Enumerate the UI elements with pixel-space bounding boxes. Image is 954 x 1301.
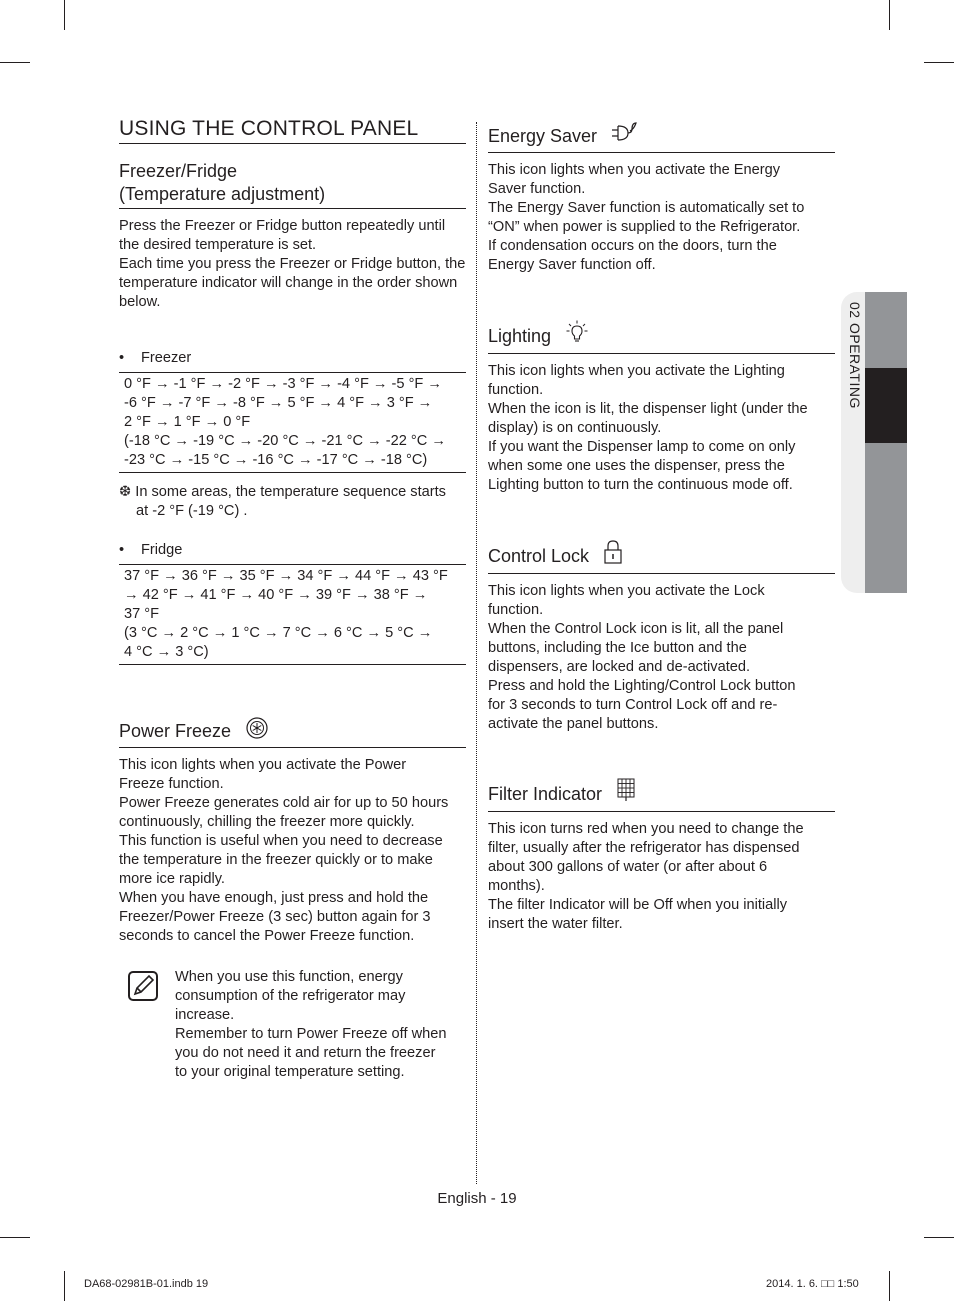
freezer-label: Freezer bbox=[141, 350, 192, 366]
temp-paragraph-1: Press the Freezer or Fridge button repeatedly until the desired temperature is set. bbox=[119, 218, 446, 253]
text-line: the temperature in the freezer quickly or to make bbox=[119, 852, 433, 868]
control-lock-title: Control Lock bbox=[488, 545, 590, 566]
freezer-bullet bbox=[119, 349, 466, 368]
freezer-note-line1: ❆ In some areas, the temperature sequence starts bbox=[119, 484, 446, 500]
text-line: about 300 gallons of water (or after about 6 bbox=[488, 859, 768, 875]
note-pencil-icon bbox=[127, 970, 159, 1007]
lightbulb-icon bbox=[566, 320, 588, 349]
crop-mark bbox=[924, 1237, 954, 1238]
freezer-seq-line: (-18 °C → -19 °C → -20 °C → -21 °C → -22 °C → bbox=[124, 433, 446, 449]
fridge-seq-line: 37 °F → 36 °F → 35 °F → 34 °F → 44 °F → 43 °F bbox=[124, 568, 448, 584]
freezer-sequence bbox=[119, 372, 466, 473]
text-line: seconds to cancel the Power Freeze function. bbox=[119, 928, 415, 944]
text-line: function. bbox=[488, 382, 544, 398]
text-line: when some one uses the dispenser, press the bbox=[488, 458, 785, 474]
text-line: When you have enough, just press and hold the bbox=[119, 890, 429, 906]
bullet-dot: • bbox=[119, 350, 125, 366]
text-line: The filter Indicator will be Off when you initially bbox=[488, 897, 788, 913]
text-line: This icon lights when you activate the Lock bbox=[488, 583, 765, 599]
note-text bbox=[119, 968, 466, 1082]
freezer-seq-line: 0 °F → -1 °F → -2 °F → -3 °F → -4 °F → -5 °F → bbox=[124, 376, 442, 392]
text-line: function. bbox=[488, 602, 544, 618]
text-line: consumption of the refrigerator may bbox=[175, 988, 406, 1004]
crop-mark bbox=[0, 62, 30, 63]
lighting-heading bbox=[488, 323, 835, 354]
fridge-sequence bbox=[119, 564, 466, 665]
text-line: When you use this function, energy bbox=[175, 969, 403, 985]
control-lock-body bbox=[488, 582, 835, 734]
bullet-dot: • bbox=[119, 542, 125, 558]
crop-mark bbox=[64, 0, 65, 30]
text-line: filter, usually after the refrigerator has dispensed bbox=[488, 840, 800, 856]
column-divider bbox=[476, 122, 477, 1184]
text-line: more ice rapidly. bbox=[119, 871, 225, 887]
power-freeze-heading bbox=[119, 719, 466, 748]
crop-mark bbox=[889, 0, 890, 30]
text-line: Freeze function. bbox=[119, 776, 224, 792]
text-line: When the Control Lock icon is lit, all the panel bbox=[488, 621, 784, 637]
crop-mark bbox=[924, 62, 954, 63]
freezer-seq-line: 2 °F → 1 °F → 0 °F bbox=[124, 414, 251, 430]
filter-indicator-heading bbox=[488, 781, 835, 812]
fridge-seq-line: (3 °C → 2 °C → 1 °C → 7 °C → 6 °C → 5 °C → bbox=[124, 625, 433, 641]
fridge-seq-line: → 42 °F → 41 °F → 40 °F → 39 °F → 38 °F → bbox=[124, 587, 428, 603]
fridge-seq-line: 4 °C → 3 °C) bbox=[124, 644, 209, 660]
power-freeze-title: Power Freeze bbox=[119, 720, 232, 741]
filter-indicator-title: Filter Indicator bbox=[488, 783, 603, 804]
text-line: insert the water filter. bbox=[488, 916, 623, 932]
text-line: Saver function. bbox=[488, 181, 586, 197]
lock-icon bbox=[604, 540, 622, 569]
text-line: Energy Saver function off. bbox=[488, 257, 656, 273]
fridge-label: Fridge bbox=[141, 542, 183, 558]
text-line: Remember to turn Power Freeze off when bbox=[175, 1026, 447, 1042]
text-line: “ON” when power is supplied to the Refrigerator. bbox=[488, 219, 801, 235]
filter-indicator-body bbox=[488, 820, 835, 934]
crop-mark bbox=[889, 1271, 890, 1301]
text-line: When the icon is lit, the dispenser light (under the bbox=[488, 401, 808, 417]
temp-heading bbox=[119, 160, 466, 209]
text-line: continuously, chilling the freezer more quickly. bbox=[119, 814, 415, 830]
text-line: Lighting button to turn the continuous mode off. bbox=[488, 477, 793, 493]
energy-saver-icon bbox=[610, 121, 638, 148]
fridge-seq-line: 37 °F bbox=[124, 606, 160, 622]
text-line: If condensation occurs on the doors, turn the bbox=[488, 238, 777, 254]
energy-saver-heading bbox=[488, 124, 835, 153]
fridge-bullet bbox=[119, 541, 466, 560]
power-freeze-icon bbox=[246, 717, 268, 744]
text-line: activate the panel buttons. bbox=[488, 716, 659, 732]
text-line: months). bbox=[488, 878, 545, 894]
text-line: This icon lights when you activate the Lighting bbox=[488, 363, 785, 379]
text-line: for 3 seconds to turn Control Lock off and re- bbox=[488, 697, 778, 713]
text-line: If you want the Dispenser lamp to come on only bbox=[488, 439, 796, 455]
filter-icon bbox=[617, 778, 635, 807]
text-line: to your original temperature setting. bbox=[175, 1064, 405, 1080]
lighting-body bbox=[488, 362, 835, 495]
energy-saver-title: Energy Saver bbox=[488, 125, 598, 146]
left-column bbox=[119, 117, 466, 1082]
print-slug-right: 2014. 1. 6. □□ 1:50 bbox=[766, 1278, 859, 1290]
energy-saver-body bbox=[488, 161, 835, 275]
text-line: increase. bbox=[175, 1007, 235, 1023]
freezer-note-line2: at -2 °F (-19 °C) . bbox=[136, 503, 248, 519]
side-tab-marker bbox=[865, 368, 907, 443]
text-line: This icon lights when you activate the Energy bbox=[488, 162, 781, 178]
freezer-seq-line: -6 °F → -7 °F → -8 °F → 5 °F → 4 °F → 3 °F → bbox=[124, 395, 433, 411]
side-tab-label: 02 OPERATING bbox=[847, 302, 863, 409]
text-line: you do not need it and return the freezer bbox=[175, 1045, 436, 1061]
text-line: This function is useful when you need to decrease bbox=[119, 833, 443, 849]
text-line: The Energy Saver function is automatically set to bbox=[488, 200, 805, 216]
text-line: This icon lights when you activate the Power bbox=[119, 757, 407, 773]
text-line: display) is on continuously. bbox=[488, 420, 662, 436]
temp-heading-line2: (Temperature adjustment) bbox=[119, 184, 326, 204]
text-line: buttons, including the Ice button and the bbox=[488, 640, 747, 656]
text-line: Freezer/Power Freeze (3 sec) button again for 3 bbox=[119, 909, 431, 925]
text-line: This icon turns red when you need to change the bbox=[488, 821, 804, 837]
right-column bbox=[488, 124, 835, 934]
text-line: Power Freeze generates cold air for up to 50 hours bbox=[119, 795, 449, 811]
power-freeze-body bbox=[119, 756, 466, 946]
page-title: USING THE CONTROL PANEL bbox=[119, 117, 466, 144]
text-line: dispensers, are locked and de-activated. bbox=[488, 659, 751, 675]
print-slug-left: DA68-02981B-01.indb 19 bbox=[84, 1278, 209, 1290]
caution-note bbox=[119, 968, 466, 1082]
lighting-title: Lighting bbox=[488, 325, 552, 346]
freezer-seq-line: -23 °C → -15 °C → -16 °C → -17 °C → -18 °C) bbox=[124, 452, 428, 468]
control-lock-heading bbox=[488, 543, 835, 574]
crop-mark bbox=[64, 1271, 65, 1301]
crop-mark bbox=[0, 1237, 30, 1238]
temp-paragraph-2: Each time you press the Freezer or Fridge button, the temperature indicator will change in the order shown below. bbox=[119, 256, 466, 310]
text-line: Press and hold the Lighting/Control Lock button bbox=[488, 678, 796, 694]
temp-heading-line1: Freezer/Fridge bbox=[119, 161, 238, 181]
page-footer: English - 19 bbox=[437, 1190, 517, 1207]
